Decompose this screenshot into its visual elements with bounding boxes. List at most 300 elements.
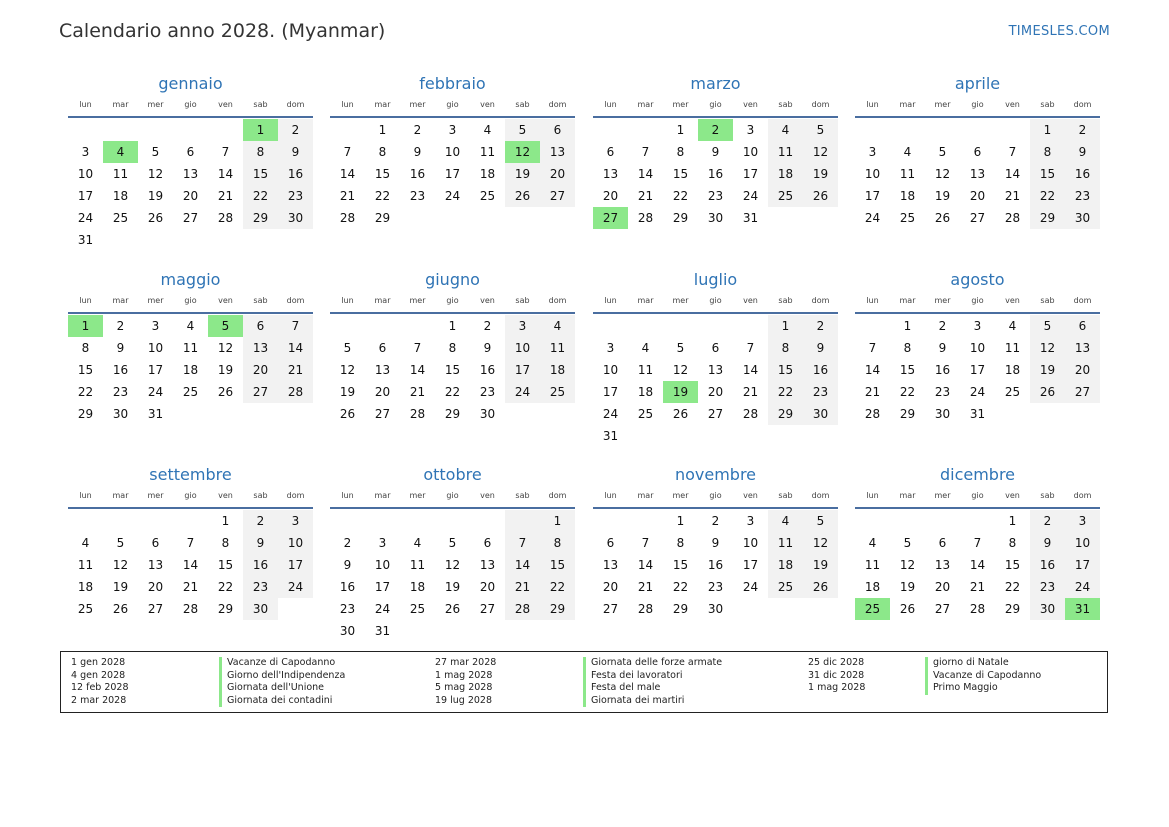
day-cell[interactable]: 3 [1065,510,1100,532]
day-cell[interactable]: 9 [278,141,313,163]
day-cell[interactable]: 16 [479,363,496,377]
day-cell[interactable]: 8 [243,141,278,163]
day-cell[interactable]: 29 [374,211,391,225]
day-cell[interactable]: 10 [278,532,313,554]
day-cell[interactable]: 17 [742,558,759,572]
day-cell[interactable]: 16 [707,167,724,181]
day-cell[interactable]: 18 [182,363,199,377]
day-cell[interactable]: 24 [147,385,164,399]
day-cell[interactable]: 2 [1065,119,1100,141]
day-cell[interactable]: 9 [343,558,352,572]
day-cell[interactable]: 20 [374,385,391,399]
day-cell[interactable]: 10 [147,341,164,355]
day-cell[interactable]: 1 [1008,514,1017,528]
day-cell[interactable]: 6 [483,536,492,550]
day-cell[interactable]: 14 [1004,167,1021,181]
day-cell[interactable]: 22 [77,385,94,399]
day-cell[interactable]: 15 [1004,558,1021,572]
day-cell[interactable]: 6 [151,536,160,550]
day-cell[interactable]: 13 [374,363,391,377]
day-cell[interactable]: 4 [768,119,803,141]
day-cell[interactable]: 15 [899,363,916,377]
day-cell[interactable]: 24 [742,189,759,203]
day-cell[interactable]: 6 [378,341,387,355]
day-cell[interactable]: 12 [1030,337,1065,359]
day-cell[interactable]: 26 [899,602,916,616]
day-cell[interactable]: 23 [278,185,313,207]
day-cell[interactable]: 5 [1030,315,1065,337]
day-cell[interactable]: 18 [1004,363,1021,377]
day-cell[interactable]: 23 [707,580,724,594]
day-cell[interactable]: 28 [182,602,199,616]
day-cell[interactable]: 24 [969,385,986,399]
day-cell[interactable]: 19 [803,554,838,576]
day-cell[interactable]: 27 [934,602,951,616]
day-cell[interactable]: 5 [676,341,685,355]
day-cell[interactable]: 31 [147,407,164,421]
day-cell[interactable]: 2 [243,510,278,532]
day-cell[interactable]: 7 [505,532,540,554]
day-cell[interactable]: 16 [278,163,313,185]
day-cell[interactable]: 5 [448,536,457,550]
day-cell[interactable]: 29 [1030,207,1065,229]
holiday-day-cell[interactable]: 1 [68,315,103,337]
day-cell[interactable]: 4 [868,536,877,550]
day-cell[interactable]: 6 [711,341,720,355]
day-cell[interactable]: 16 [409,167,426,181]
day-cell[interactable]: 27 [969,211,986,225]
day-cell[interactable]: 29 [1004,602,1021,616]
day-cell[interactable]: 8 [221,536,230,550]
day-cell[interactable]: 25 [112,211,129,225]
holiday-day-cell[interactable]: 27 [593,207,628,229]
day-cell[interactable]: 14 [182,558,199,572]
day-cell[interactable]: 14 [969,558,986,572]
day-cell[interactable]: 28 [864,407,881,421]
day-cell[interactable]: 11 [864,558,881,572]
day-cell[interactable]: 8 [768,337,803,359]
day-cell[interactable]: 30 [803,403,838,425]
day-cell[interactable]: 31 [742,211,759,225]
day-cell[interactable]: 9 [116,341,125,355]
day-cell[interactable]: 25 [182,385,199,399]
day-cell[interactable]: 19 [803,163,838,185]
holiday-day-cell[interactable]: 12 [505,141,540,163]
day-cell[interactable]: 5 [938,145,947,159]
day-cell[interactable]: 8 [540,532,575,554]
brand-logo[interactable]: TIMESLES.COM [1008,24,1110,39]
day-cell[interactable]: 23 [112,385,129,399]
day-cell[interactable]: 13 [1065,337,1100,359]
day-cell[interactable]: 15 [77,363,94,377]
day-cell[interactable]: 15 [672,167,689,181]
day-cell[interactable]: 1 [448,319,457,333]
day-cell[interactable]: 28 [637,602,654,616]
day-cell[interactable]: 7 [186,536,195,550]
day-cell[interactable]: 30 [278,207,313,229]
day-cell[interactable]: 17 [864,189,881,203]
day-cell[interactable]: 4 [1008,319,1017,333]
day-cell[interactable]: 12 [112,558,129,572]
day-cell[interactable]: 19 [147,189,164,203]
day-cell[interactable]: 13 [602,167,619,181]
day-cell[interactable]: 26 [672,407,689,421]
day-cell[interactable]: 17 [444,167,461,181]
day-cell[interactable]: 1 [1030,119,1065,141]
day-cell[interactable]: 27 [182,211,199,225]
day-cell[interactable]: 4 [186,319,195,333]
day-cell[interactable]: 12 [934,167,951,181]
day-cell[interactable]: 4 [641,341,650,355]
day-cell[interactable]: 30 [1065,207,1100,229]
day-cell[interactable]: 29 [768,403,803,425]
day-cell[interactable]: 27 [374,407,391,421]
day-cell[interactable]: 10 [742,145,759,159]
day-cell[interactable]: 6 [606,536,615,550]
holiday-day-cell[interactable]: 4 [103,141,138,163]
day-cell[interactable]: 29 [899,407,916,421]
day-cell[interactable]: 1 [378,123,387,137]
day-cell[interactable]: 4 [903,145,912,159]
day-cell[interactable]: 24 [278,576,313,598]
day-cell[interactable]: 24 [602,407,619,421]
day-cell[interactable]: 28 [742,407,759,421]
day-cell[interactable]: 30 [1030,598,1065,620]
day-cell[interactable]: 14 [409,363,426,377]
day-cell[interactable]: 31 [77,233,94,247]
day-cell[interactable]: 13 [934,558,951,572]
day-cell[interactable]: 8 [378,145,387,159]
day-cell[interactable]: 27 [707,407,724,421]
day-cell[interactable]: 2 [116,319,125,333]
day-cell[interactable]: 24 [374,602,391,616]
day-cell[interactable]: 24 [505,381,540,403]
day-cell[interactable]: 3 [278,510,313,532]
day-cell[interactable]: 3 [606,341,615,355]
day-cell[interactable]: 26 [934,211,951,225]
day-cell[interactable]: 12 [217,341,234,355]
day-cell[interactable]: 17 [147,363,164,377]
day-cell[interactable]: 29 [77,407,94,421]
day-cell[interactable]: 5 [116,536,125,550]
day-cell[interactable]: 23 [1065,185,1100,207]
day-cell[interactable]: 15 [672,558,689,572]
day-cell[interactable]: 30 [934,407,951,421]
day-cell[interactable]: 28 [278,381,313,403]
day-cell[interactable]: 8 [81,341,90,355]
day-cell[interactable]: 19 [112,580,129,594]
day-cell[interactable]: 12 [899,558,916,572]
day-cell[interactable]: 9 [711,536,720,550]
day-cell[interactable]: 20 [602,189,619,203]
day-cell[interactable]: 29 [672,211,689,225]
day-cell[interactable]: 18 [637,385,654,399]
day-cell[interactable]: 22 [243,185,278,207]
day-cell[interactable]: 11 [899,167,916,181]
day-cell[interactable]: 24 [864,211,881,225]
day-cell[interactable]: 4 [483,123,492,137]
day-cell[interactable]: 14 [278,337,313,359]
day-cell[interactable]: 26 [444,602,461,616]
day-cell[interactable]: 10 [77,167,94,181]
day-cell[interactable]: 21 [864,385,881,399]
day-cell[interactable]: 21 [217,189,234,203]
day-cell[interactable]: 7 [641,536,650,550]
day-cell[interactable]: 6 [186,145,195,159]
day-cell[interactable]: 31 [969,407,986,421]
day-cell[interactable]: 2 [803,315,838,337]
day-cell[interactable]: 27 [479,602,496,616]
day-cell[interactable]: 18 [864,580,881,594]
day-cell[interactable]: 15 [444,363,461,377]
day-cell[interactable]: 15 [243,163,278,185]
day-cell[interactable]: 22 [672,189,689,203]
day-cell[interactable]: 2 [938,319,947,333]
day-cell[interactable]: 2 [278,119,313,141]
day-cell[interactable]: 31 [602,429,619,443]
day-cell[interactable]: 25 [768,185,803,207]
day-cell[interactable]: 2 [1030,510,1065,532]
day-cell[interactable]: 13 [969,167,986,181]
day-cell[interactable]: 13 [707,363,724,377]
day-cell[interactable]: 17 [278,554,313,576]
day-cell[interactable]: 26 [505,185,540,207]
day-cell[interactable]: 21 [182,580,199,594]
day-cell[interactable]: 3 [973,319,982,333]
day-cell[interactable]: 12 [803,532,838,554]
day-cell[interactable]: 13 [479,558,496,572]
day-cell[interactable]: 20 [147,580,164,594]
day-cell[interactable]: 11 [540,337,575,359]
day-cell[interactable]: 27 [1065,381,1100,403]
day-cell[interactable]: 2 [483,319,492,333]
day-cell[interactable]: 20 [243,359,278,381]
day-cell[interactable]: 28 [969,602,986,616]
day-cell[interactable]: 6 [1065,315,1100,337]
day-cell[interactable]: 15 [1030,163,1065,185]
day-cell[interactable]: 5 [803,510,838,532]
day-cell[interactable]: 29 [540,598,575,620]
day-cell[interactable]: 1 [768,315,803,337]
day-cell[interactable]: 10 [742,536,759,550]
day-cell[interactable]: 30 [707,211,724,225]
day-cell[interactable]: 18 [112,189,129,203]
day-cell[interactable]: 1 [676,514,685,528]
day-cell[interactable]: 16 [707,558,724,572]
day-cell[interactable]: 10 [969,341,986,355]
day-cell[interactable]: 20 [707,385,724,399]
day-cell[interactable]: 25 [479,189,496,203]
day-cell[interactable]: 15 [540,554,575,576]
day-cell[interactable]: 17 [742,167,759,181]
day-cell[interactable]: 28 [217,211,234,225]
day-cell[interactable]: 29 [217,602,234,616]
day-cell[interactable]: 22 [374,189,391,203]
day-cell[interactable]: 15 [217,558,234,572]
day-cell[interactable]: 10 [505,337,540,359]
day-cell[interactable]: 13 [243,337,278,359]
day-cell[interactable]: 14 [742,363,759,377]
day-cell[interactable]: 2 [413,123,422,137]
day-cell[interactable]: 14 [505,554,540,576]
day-cell[interactable]: 26 [112,602,129,616]
day-cell[interactable]: 28 [339,211,356,225]
holiday-day-cell[interactable]: 19 [663,381,698,403]
day-cell[interactable]: 23 [479,385,496,399]
day-cell[interactable]: 29 [243,207,278,229]
day-cell[interactable]: 12 [444,558,461,572]
day-cell[interactable]: 21 [969,580,986,594]
day-cell[interactable]: 16 [1065,163,1100,185]
day-cell[interactable]: 11 [768,532,803,554]
day-cell[interactable]: 11 [112,167,129,181]
day-cell[interactable]: 9 [1030,532,1065,554]
day-cell[interactable]: 17 [374,580,391,594]
day-cell[interactable]: 13 [182,167,199,181]
day-cell[interactable]: 8 [448,341,457,355]
day-cell[interactable]: 22 [899,385,916,399]
day-cell[interactable]: 20 [479,580,496,594]
day-cell[interactable]: 11 [182,341,199,355]
day-cell[interactable]: 17 [505,359,540,381]
day-cell[interactable]: 30 [339,624,356,638]
day-cell[interactable]: 16 [112,363,129,377]
day-cell[interactable]: 3 [378,536,387,550]
day-cell[interactable]: 19 [505,163,540,185]
day-cell[interactable]: 24 [1065,576,1100,598]
day-cell[interactable]: 3 [505,315,540,337]
day-cell[interactable]: 25 [637,407,654,421]
day-cell[interactable]: 16 [1030,554,1065,576]
day-cell[interactable]: 21 [637,580,654,594]
day-cell[interactable]: 10 [374,558,391,572]
day-cell[interactable]: 6 [606,145,615,159]
day-cell[interactable]: 9 [711,145,720,159]
day-cell[interactable]: 10 [602,363,619,377]
day-cell[interactable]: 6 [938,536,947,550]
day-cell[interactable]: 23 [1030,576,1065,598]
day-cell[interactable]: 18 [768,163,803,185]
day-cell[interactable]: 12 [147,167,164,181]
day-cell[interactable]: 22 [672,580,689,594]
day-cell[interactable]: 14 [339,167,356,181]
day-cell[interactable]: 13 [602,558,619,572]
day-cell[interactable]: 5 [151,145,160,159]
day-cell[interactable]: 19 [899,580,916,594]
day-cell[interactable]: 3 [448,123,457,137]
day-cell[interactable]: 29 [444,407,461,421]
day-cell[interactable]: 21 [278,359,313,381]
day-cell[interactable]: 1 [221,514,230,528]
day-cell[interactable]: 23 [339,602,356,616]
day-cell[interactable]: 3 [151,319,160,333]
day-cell[interactable]: 27 [147,602,164,616]
day-cell[interactable]: 21 [742,385,759,399]
day-cell[interactable]: 7 [641,145,650,159]
day-cell[interactable]: 7 [868,341,877,355]
day-cell[interactable]: 20 [934,580,951,594]
day-cell[interactable]: 13 [540,141,575,163]
day-cell[interactable]: 9 [413,145,422,159]
day-cell[interactable]: 8 [676,536,685,550]
day-cell[interactable]: 26 [803,576,838,598]
day-cell[interactable]: 17 [602,385,619,399]
day-cell[interactable]: 24 [742,580,759,594]
day-cell[interactable]: 16 [339,580,356,594]
day-cell[interactable]: 20 [182,189,199,203]
day-cell[interactable]: 16 [803,359,838,381]
day-cell[interactable]: 23 [409,189,426,203]
day-cell[interactable]: 18 [409,580,426,594]
day-cell[interactable]: 25 [540,381,575,403]
day-cell[interactable]: 22 [1004,580,1021,594]
day-cell[interactable]: 9 [1065,141,1100,163]
day-cell[interactable]: 14 [217,167,234,181]
day-cell[interactable]: 16 [243,554,278,576]
day-cell[interactable]: 5 [803,119,838,141]
day-cell[interactable]: 26 [147,211,164,225]
day-cell[interactable]: 8 [903,341,912,355]
holiday-day-cell[interactable]: 25 [855,598,890,620]
day-cell[interactable]: 3 [746,123,755,137]
day-cell[interactable]: 11 [637,363,654,377]
day-cell[interactable]: 7 [278,315,313,337]
day-cell[interactable]: 14 [637,558,654,572]
day-cell[interactable]: 13 [147,558,164,572]
day-cell[interactable]: 8 [676,145,685,159]
day-cell[interactable]: 6 [540,119,575,141]
day-cell[interactable]: 20 [540,163,575,185]
day-cell[interactable]: 25 [1004,385,1021,399]
day-cell[interactable]: 7 [221,145,230,159]
day-cell[interactable]: 23 [803,381,838,403]
day-cell[interactable]: 29 [672,602,689,616]
day-cell[interactable]: 2 [343,536,352,550]
day-cell[interactable]: 21 [409,385,426,399]
day-cell[interactable]: 27 [602,602,619,616]
day-cell[interactable]: 21 [1004,189,1021,203]
day-cell[interactable]: 26 [339,407,356,421]
day-cell[interactable]: 9 [243,532,278,554]
day-cell[interactable]: 18 [77,580,94,594]
day-cell[interactable]: 19 [444,580,461,594]
day-cell[interactable]: 19 [1030,359,1065,381]
day-cell[interactable]: 30 [243,598,278,620]
day-cell[interactable]: 31 [374,624,391,638]
day-cell[interactable]: 22 [444,385,461,399]
day-cell[interactable]: 12 [339,363,356,377]
day-cell[interactable]: 10 [444,145,461,159]
day-cell[interactable]: 25 [409,602,426,616]
day-cell[interactable]: 1 [676,123,685,137]
day-cell[interactable]: 7 [746,341,755,355]
day-cell[interactable]: 9 [483,341,492,355]
day-cell[interactable]: 12 [803,141,838,163]
day-cell[interactable]: 30 [479,407,496,421]
day-cell[interactable]: 9 [938,341,947,355]
day-cell[interactable]: 25 [768,576,803,598]
day-cell[interactable]: 30 [112,407,129,421]
day-cell[interactable]: 21 [505,576,540,598]
day-cell[interactable]: 7 [973,536,982,550]
day-cell[interactable]: 20 [969,189,986,203]
holiday-day-cell[interactable]: 31 [1065,598,1100,620]
day-cell[interactable]: 10 [1065,532,1100,554]
holiday-day-cell[interactable]: 5 [208,315,243,337]
day-cell[interactable]: 14 [864,363,881,377]
day-cell[interactable]: 28 [409,407,426,421]
day-cell[interactable]: 19 [934,189,951,203]
